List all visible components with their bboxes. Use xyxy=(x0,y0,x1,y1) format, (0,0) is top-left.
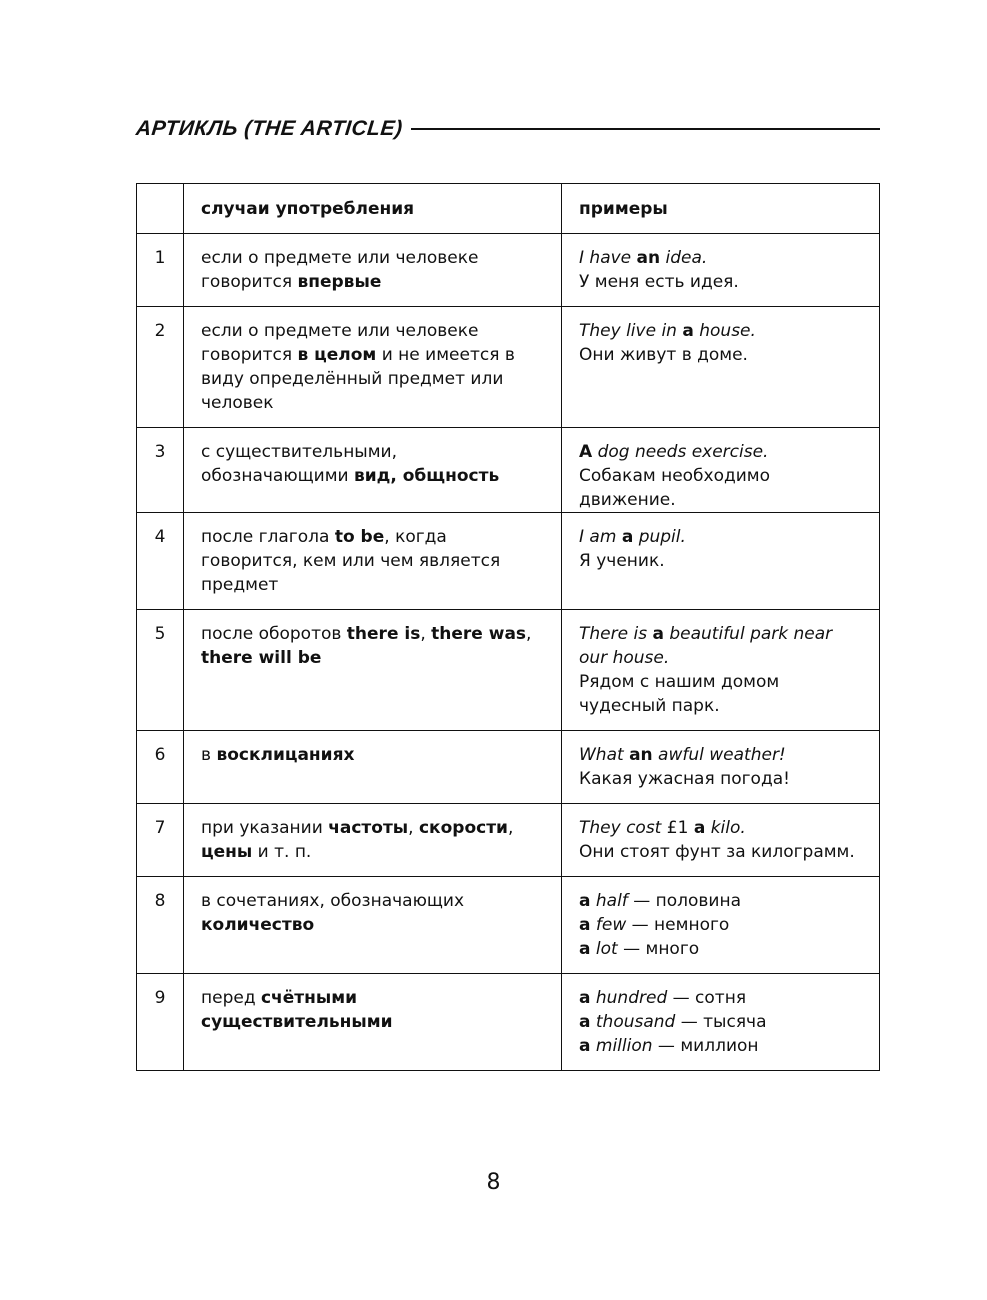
section-title: АРТИКЛЬ (THE ARTICLE) xyxy=(134,117,404,140)
usage-example xyxy=(562,513,880,610)
example-line xyxy=(579,743,863,767)
english-text: They live in xyxy=(579,321,683,341)
example-line xyxy=(579,464,863,512)
english-text: dog needs exercise. xyxy=(592,442,769,462)
article-word: a xyxy=(579,915,591,935)
example-line xyxy=(579,270,863,294)
table-row xyxy=(137,877,880,974)
translation-text: — сотня xyxy=(667,988,747,1008)
english-text: house. xyxy=(693,321,756,341)
translation-text: £1 xyxy=(666,818,694,838)
usage-example xyxy=(562,428,880,513)
example-line xyxy=(579,549,863,573)
article-word: a xyxy=(693,818,706,838)
translation-text: Рядом с нашим домом чудесный парк. xyxy=(579,672,780,716)
page-number: 8 xyxy=(486,1170,501,1195)
table-row xyxy=(137,610,880,731)
example-line xyxy=(579,889,863,913)
article-word: a xyxy=(621,527,634,547)
article-word: a xyxy=(579,939,591,959)
usage-case xyxy=(184,804,562,877)
translation-text: У меня есть идея. xyxy=(579,272,739,292)
case-text: перед xyxy=(201,988,261,1008)
translation-text: Я ученик. xyxy=(579,551,665,571)
table-row xyxy=(137,804,880,877)
example-line xyxy=(579,816,863,840)
example-line xyxy=(579,670,863,718)
example-line xyxy=(579,937,863,961)
usage-example xyxy=(562,974,880,1071)
emphasis-text: частоты xyxy=(328,818,409,838)
emphasis-text: скорости xyxy=(418,818,508,838)
english-text: There is xyxy=(579,624,653,644)
row-number: 8 xyxy=(137,877,184,974)
emphasis-text: there will be xyxy=(201,648,322,668)
case-text: если о предмете или человеке говорится xyxy=(201,321,479,365)
translation-text: — миллион xyxy=(652,1036,759,1056)
english-text: few xyxy=(590,915,627,935)
example-line xyxy=(579,913,863,937)
usage-example xyxy=(562,804,880,877)
example-line xyxy=(579,1034,863,1058)
example-line xyxy=(579,986,863,1010)
row-number: 2 xyxy=(137,307,184,428)
case-text: и не имеется в виду определённый предмет или человек xyxy=(201,345,515,413)
article-usage-table xyxy=(136,183,880,1071)
row-number: 4 xyxy=(137,513,184,610)
table-row xyxy=(137,513,880,610)
example-line xyxy=(579,246,863,270)
header-number xyxy=(137,184,184,234)
article-word: an xyxy=(629,745,653,765)
emphasis-text: восклицаниях xyxy=(216,745,355,765)
usage-example xyxy=(562,877,880,974)
case-text: , xyxy=(420,624,432,644)
emphasis-text: в целом xyxy=(297,345,377,365)
row-number: 7 xyxy=(137,804,184,877)
translation-text: Какая ужасная погода! xyxy=(579,769,790,789)
row-number: 6 xyxy=(137,731,184,804)
usage-example xyxy=(562,731,880,804)
english-text: lot xyxy=(590,939,618,959)
article-word: an xyxy=(636,248,661,268)
translation-text: — много xyxy=(617,939,700,959)
usage-example xyxy=(562,307,880,428)
emphasis-text: впервые xyxy=(297,272,382,292)
case-text: если о предмете или человеке говорится xyxy=(201,248,479,292)
row-number: 9 xyxy=(137,974,184,1071)
table-row xyxy=(137,428,880,513)
table-row xyxy=(137,307,880,428)
translation-text: Они стоят фунт за килограмм. xyxy=(579,842,855,862)
example-line xyxy=(579,840,863,864)
case-text: после оборотов xyxy=(201,624,347,644)
article-word: a xyxy=(579,891,591,911)
table-header-row xyxy=(137,184,880,234)
example-line xyxy=(579,767,863,791)
case-text: , xyxy=(526,624,532,644)
usage-case xyxy=(184,610,562,731)
article-word: a xyxy=(652,624,664,644)
english-text: I have xyxy=(579,248,637,268)
article-word: a xyxy=(682,321,694,341)
article-word: a xyxy=(579,1036,591,1056)
table-row xyxy=(137,731,880,804)
english-text: idea. xyxy=(660,248,708,268)
usage-case xyxy=(184,513,562,610)
usage-case xyxy=(184,307,562,428)
section-heading xyxy=(136,112,880,146)
english-text: I am xyxy=(579,527,622,547)
english-text: thousand xyxy=(590,1012,676,1032)
english-text: million xyxy=(590,1036,653,1056)
case-text: в xyxy=(201,745,217,765)
example-line xyxy=(579,319,863,343)
example-line xyxy=(579,343,863,367)
usage-case xyxy=(184,974,562,1071)
usage-case xyxy=(184,877,562,974)
article-word: a xyxy=(579,1012,591,1032)
english-text: hundred xyxy=(590,988,668,1008)
emphasis-text: количество xyxy=(201,915,315,935)
translation-text: — немного xyxy=(626,915,730,935)
english-text: What xyxy=(579,745,630,765)
translation-text: Собакам необходимо движение. xyxy=(579,466,771,510)
table-body xyxy=(137,234,880,1071)
case-text: , xyxy=(507,818,514,838)
case-text: , xyxy=(408,818,419,838)
english-text: kilo. xyxy=(705,818,746,838)
emphasis-text: there was xyxy=(431,624,527,644)
translation-text: — половина xyxy=(627,891,741,911)
english-text: half xyxy=(590,891,628,911)
english-text: pupil. xyxy=(633,527,686,547)
english-text: beautiful park near our house. xyxy=(579,624,833,668)
english-text: awful weather! xyxy=(652,745,786,765)
usage-example xyxy=(562,610,880,731)
usage-case xyxy=(184,234,562,307)
usage-example xyxy=(562,234,880,307)
translation-text: — тысяча xyxy=(675,1012,767,1032)
table-row xyxy=(137,234,880,307)
row-number: 5 xyxy=(137,610,184,731)
heading-rule xyxy=(411,128,881,130)
emphasis-text: to be xyxy=(334,527,385,547)
translation-text: Они живут в доме. xyxy=(579,345,748,365)
header-examples: примеры xyxy=(562,184,880,234)
emphasis-text: счётными существительными xyxy=(201,988,393,1032)
row-number: 1 xyxy=(137,234,184,307)
header-cases: случаи употребления xyxy=(184,184,562,234)
case-text: и т. п. xyxy=(252,842,312,862)
usage-case xyxy=(184,731,562,804)
case-text: , когда говорится, кем или чем является предмет xyxy=(201,527,501,595)
case-text: при указании xyxy=(201,818,329,838)
emphasis-text: цены xyxy=(201,842,253,862)
example-line xyxy=(579,622,863,670)
case-text: после глагола xyxy=(201,527,335,547)
emphasis-text: вид, общность xyxy=(353,466,500,486)
example-line xyxy=(579,1010,863,1034)
row-number: 3 xyxy=(137,428,184,513)
english-text: They cost xyxy=(579,818,667,838)
example-line xyxy=(579,440,863,464)
case-text: в сочетаниях, обозначающих xyxy=(201,891,465,911)
example-line xyxy=(579,525,863,549)
emphasis-text: there is xyxy=(346,624,421,644)
usage-case xyxy=(184,428,562,513)
article-word: A xyxy=(579,442,593,462)
article-word: a xyxy=(579,988,591,1008)
case-text: с существительными, обозначающими xyxy=(201,442,398,486)
table-row xyxy=(137,974,880,1071)
